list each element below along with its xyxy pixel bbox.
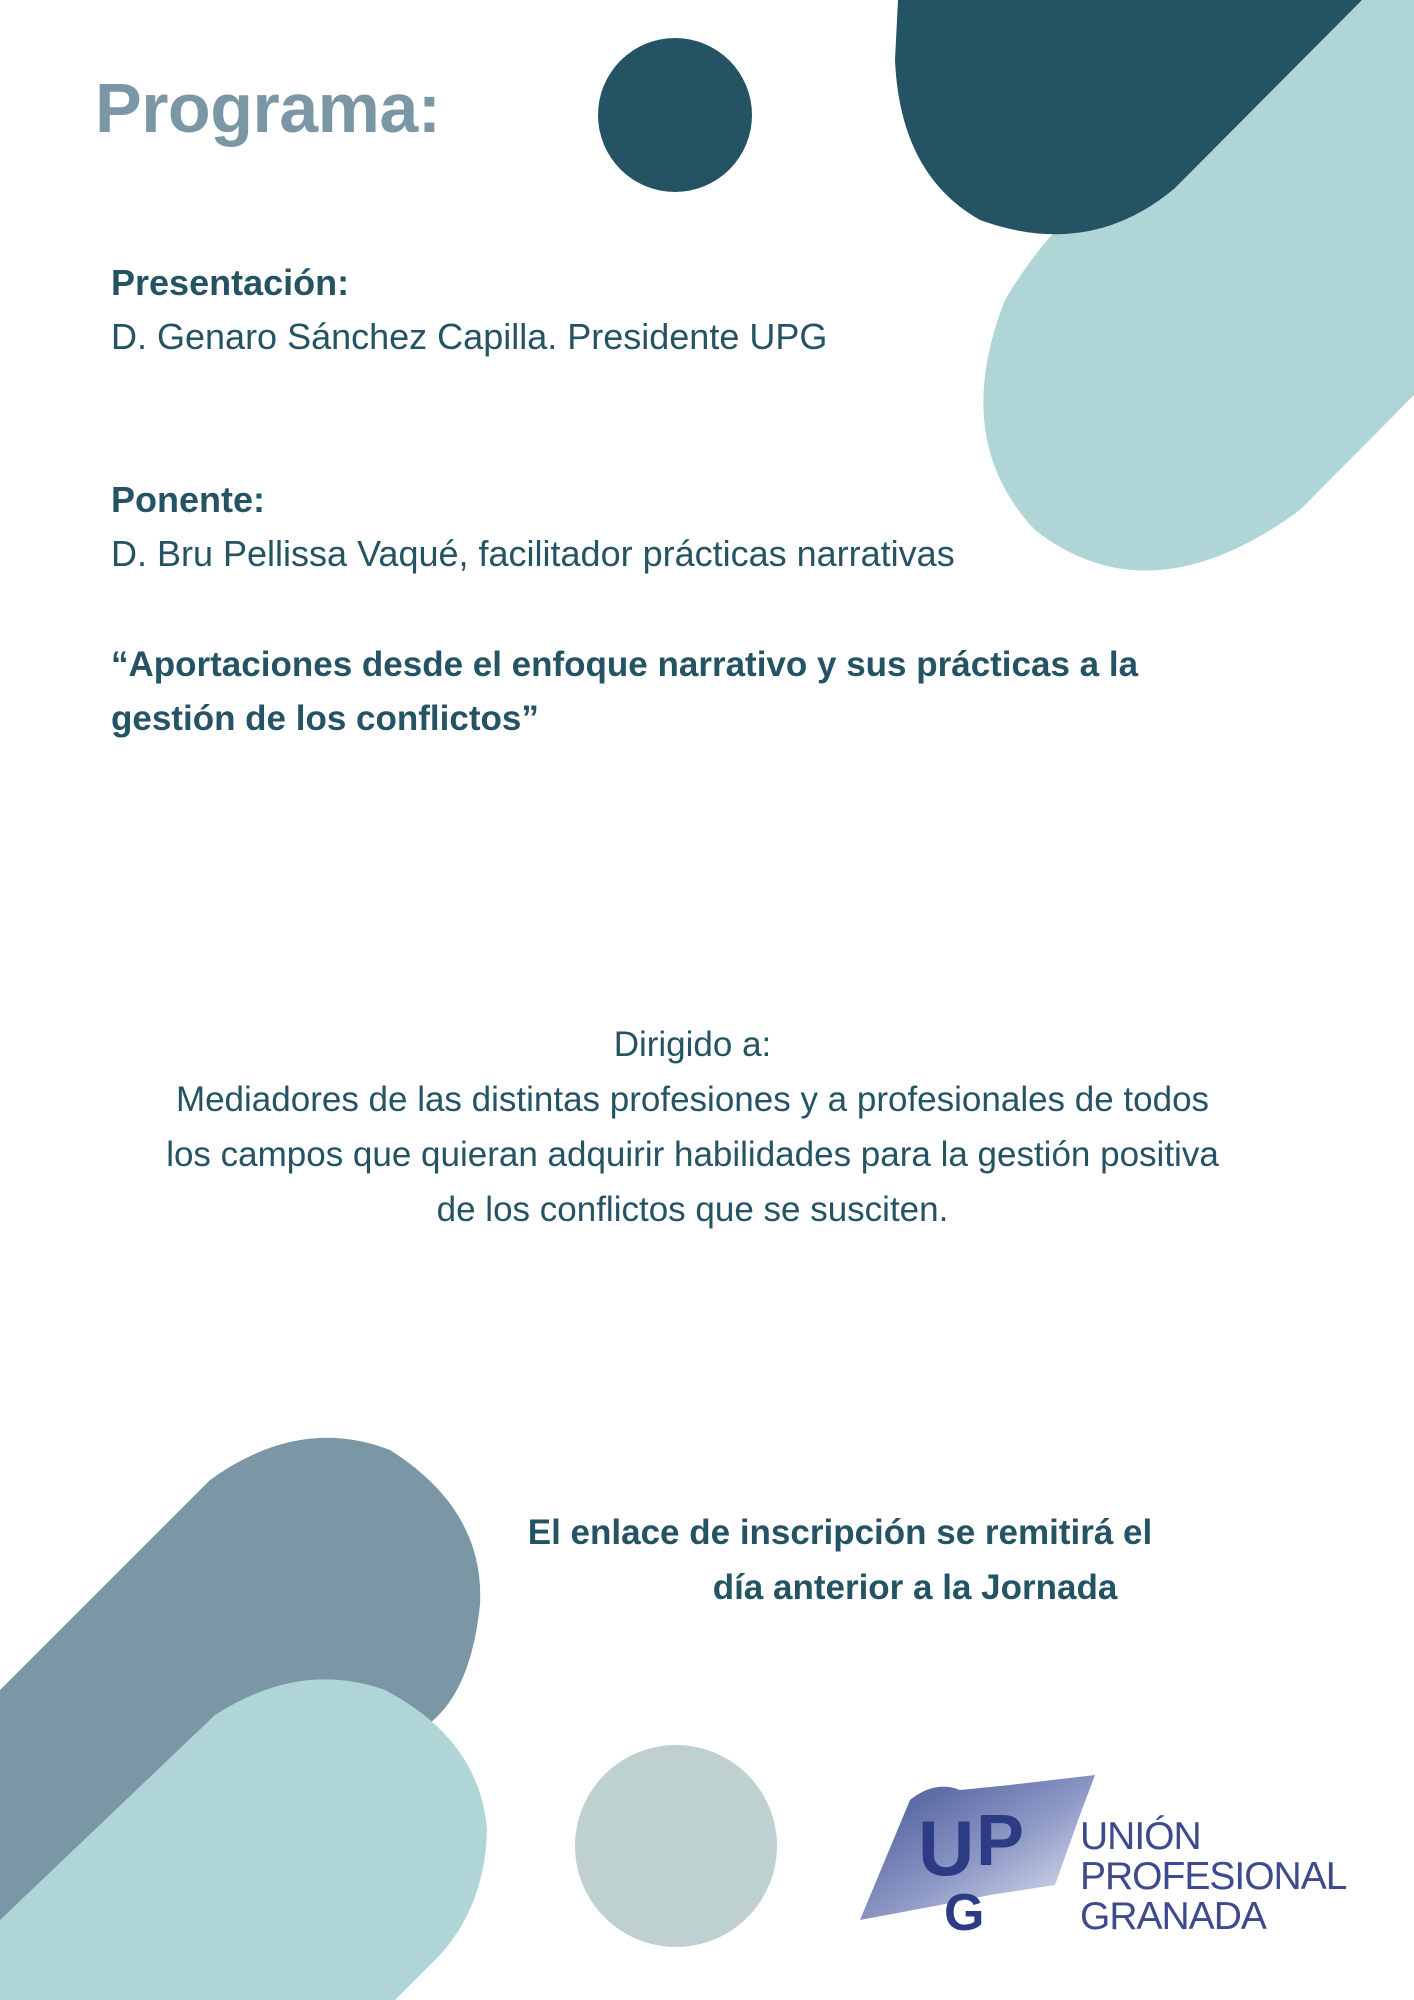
audience-label: Dirigido a: — [613, 1025, 772, 1064]
speaker-label: Ponente: — [111, 479, 266, 520]
logo-letter-g: G — [944, 1884, 985, 1942]
presentation-text: D. Genaro Sánchez Capilla. Presidente UPG — [111, 316, 828, 357]
logo-name-line: PROFESIONAL — [1080, 1855, 1347, 1898]
logo-name-line: GRANADA — [1080, 1895, 1266, 1938]
speaker-text: D. Bru Pellissa Vaqué, facilitador prácticas narrativas — [111, 533, 955, 574]
registration-notice — [440, 1505, 1240, 1615]
dark-teal-circle — [598, 38, 752, 192]
presentation-label: Presentación: — [111, 262, 350, 303]
logo-name-line: UNIÓN — [1080, 1815, 1201, 1858]
audience-line: Mediadores de las distintas profesiones y a profesionales de todos — [175, 1080, 1210, 1119]
grey-circle — [575, 1745, 777, 1947]
notice-line: día anterior a la Jornada — [712, 1568, 1118, 1607]
logo-letter-u: U — [918, 1804, 975, 1892]
talk-title: “Aportaciones desde el enfoque narrativo y sus prácticas a la gestión de los conflictos” — [111, 645, 1139, 738]
audience-line: de los conflictos que se susciten. — [436, 1190, 949, 1229]
notice-line: El enlace de inscripción se remitirá el — [527, 1513, 1153, 1552]
page-title: Programa: — [95, 69, 441, 147]
audience-line: los campos que quieran adquirir habilidades para la gestión positiva — [166, 1135, 1219, 1174]
logo-name — [1080, 1817, 1346, 1937]
audience-section — [100, 1017, 1285, 1237]
logo-letter-p: P — [976, 1801, 1025, 1881]
